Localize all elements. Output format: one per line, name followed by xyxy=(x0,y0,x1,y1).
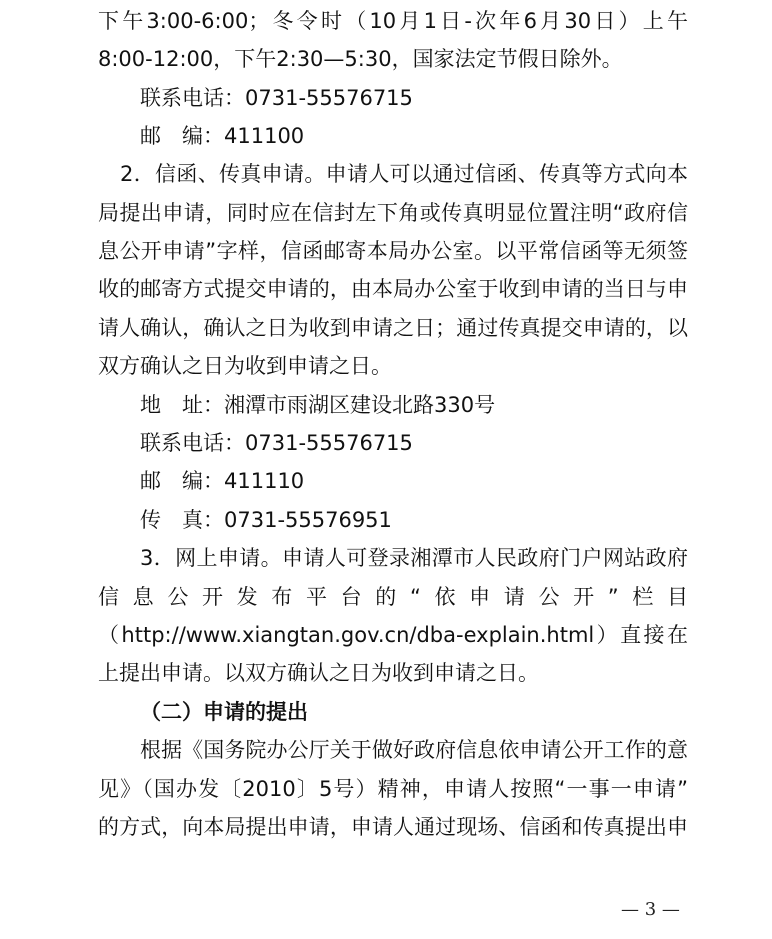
text-line-9: 请人确认，确认之日为收到申请之日；通过传真提交申请的，以 xyxy=(98,316,688,340)
page-number: — 3 — xyxy=(621,899,680,920)
item-2-heading-line: 2．信函、传真申请。申请人可以通过信函、传真等方式向本 xyxy=(120,162,688,186)
text-line-1: 下午3:00-6:00；冬令时（10月1日-次年6月30日）上午 xyxy=(98,9,688,33)
item-3-heading-line: 3．网上申请。申请人可登录湘潭市人民政府门户网站政府 xyxy=(140,546,688,570)
text-line-7: 息公开申请”字样，信函邮寄本局办公室。以平常信函等无须签 xyxy=(98,239,688,263)
url-line: （http://www.xiangtan.gov.cn/dba-explain.html）直接在 xyxy=(98,623,688,647)
postcode-line: 邮 编：411100 xyxy=(140,124,305,148)
postcode-line-2: 邮 编：411110 xyxy=(140,469,305,493)
text-line-10: 双方确认之日为收到申请之日。 xyxy=(98,354,392,378)
text-line-2: 8:00-12:00，下午2:30—5:30，国家法定节假日除外。 xyxy=(98,47,623,71)
text-line-21: 见》（国办发〔2010〕5号）精神，申请人按照“一事一申请” xyxy=(98,777,688,801)
fax-line: 传 真：0731-55576951 xyxy=(140,508,392,532)
text-line-6: 局提出申请，同时应在信封左下角或传真明显位置注明“政府信 xyxy=(98,201,688,225)
text-line-16: 信息公开发布平台的“依申请公开”栏目 xyxy=(98,585,688,609)
text-line-20: 根据《国务院办公厅关于做好政府信息依申请公开工作的意 xyxy=(140,738,688,762)
address-line: 地 址：湘潭市雨湖区建设北路330号 xyxy=(140,393,496,417)
contact-phone-line: 联系电话：0731-55576715 xyxy=(140,86,413,110)
text-line-18: 上提出申请。以双方确认之日为收到申请之日。 xyxy=(98,661,539,685)
contact-phone-line-2: 联系电话：0731-55576715 xyxy=(140,431,413,455)
text-line-8: 收的邮寄方式提交申请的，由本局办公室于收到申请的当日与申 xyxy=(98,277,688,301)
text-line-22: 的方式，向本局提出申请，申请人通过现场、信函和传真提出申 xyxy=(98,815,688,839)
section-heading: （二）申请的提出 xyxy=(140,700,308,724)
